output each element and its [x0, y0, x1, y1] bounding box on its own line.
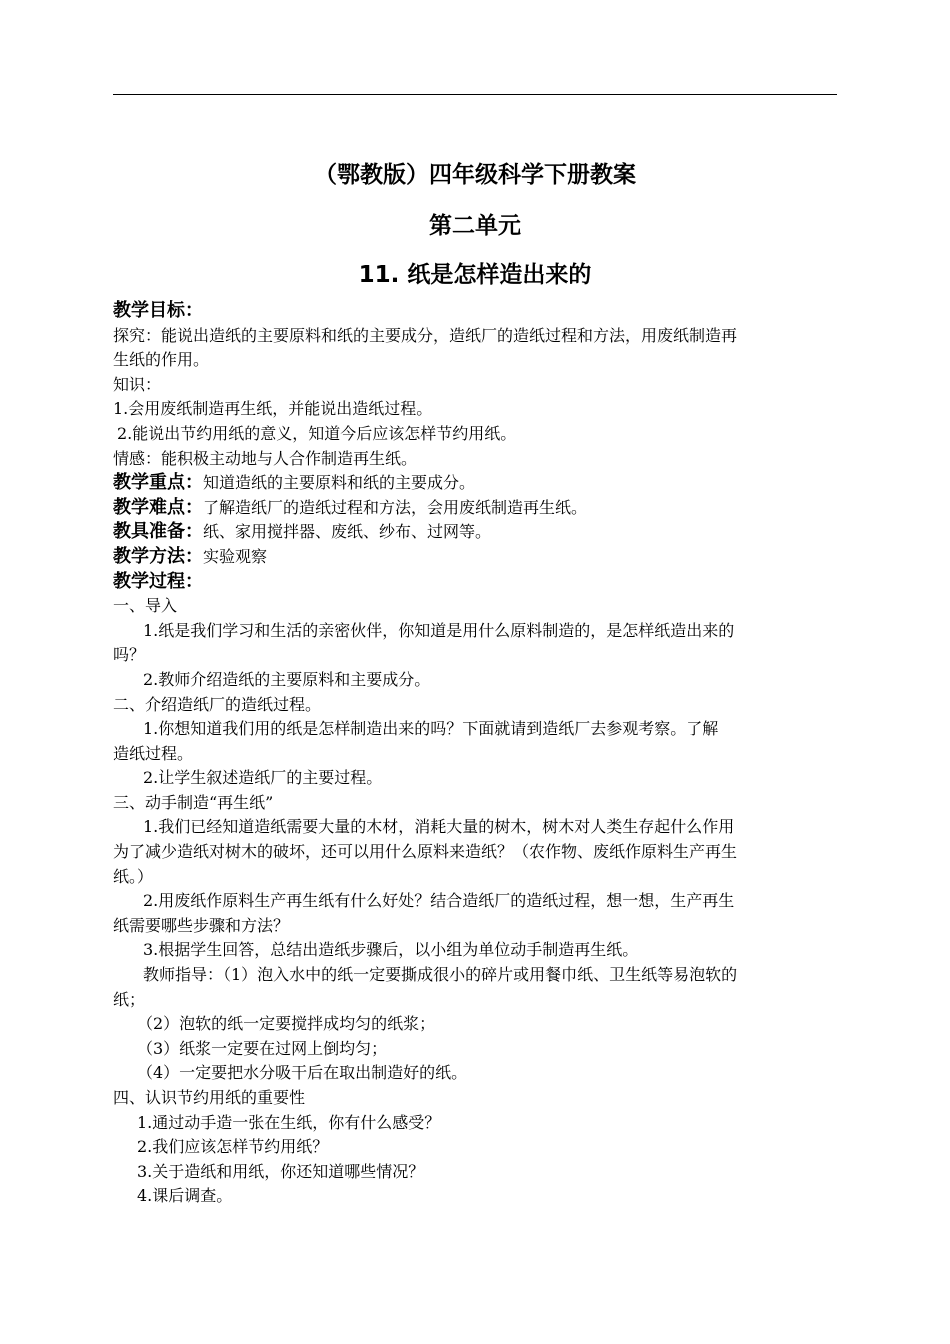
- unit-title: 第二单元: [429, 213, 521, 239]
- section-4-item-4: 4.课后调查。: [137, 1186, 233, 1206]
- section-1-item-1-cont: 吗？: [113, 645, 146, 665]
- materials-text: 纸、家用搅拌器、废纸、纱布、过网等。: [203, 522, 492, 542]
- section-4-item-3: 3.关于造纸和用纸，你还知道哪些情况？: [137, 1161, 425, 1181]
- section-3-item-2: 2.用废纸作原料生产再生纸有什么好处？结合造纸厂的造纸过程，想一想，生产再生: [143, 891, 735, 911]
- objective-emotion: 情感：能积极主动地与人合作制造再生纸。: [113, 448, 418, 468]
- teacher-guide-3: （3）纸浆一定要在过网上倒均匀；: [137, 1038, 388, 1058]
- objective-knowledge-label: 知识：: [113, 374, 162, 394]
- objective-explore-cont: 生纸的作用。: [113, 350, 210, 370]
- lesson-title: 11. 纸是怎样造出来的: [358, 262, 592, 288]
- section-1-item-1: 1.纸是我们学习和生活的亲密伙伴，你知道是用什么原料制造的，是怎样纸造出来的: [143, 620, 735, 640]
- method-text: 实验观察: [203, 546, 268, 566]
- teacher-guide: 教师指导：（1）泡入水中的纸一定要撕成很小的碎片或用餐巾纸、卫生纸等易泡软的: [143, 965, 738, 985]
- section-3-item-1-cont2: 纸。）: [113, 866, 154, 886]
- objectives-heading: 教学目标：: [113, 300, 203, 321]
- document-title: （鄂教版）四年级科学下册教案: [314, 162, 636, 188]
- section-2-item-1: 1.你想知道我们用的纸是怎样制造出来的吗？下面就请到造纸厂去参观考察。了解: [143, 719, 719, 739]
- key-points-label: 教学重点：: [113, 472, 203, 494]
- materials-label: 教具准备：: [113, 521, 203, 543]
- teacher-guide-2: （2）泡软的纸一定要搅拌成均匀的纸浆；: [137, 1014, 436, 1034]
- document-body: [113, 299, 837, 1209]
- section-2-item-1-cont: 造纸过程。: [113, 743, 194, 763]
- section-4-heading: 四、认识节约用纸的重要性: [113, 1088, 306, 1107]
- teacher-guide-cont: 纸；: [113, 989, 146, 1009]
- objective-knowledge-1: 1.会用废纸制造再生纸，并能说出造纸过程。: [113, 399, 433, 419]
- objective-knowledge-2: 2.能说出节约用纸的意义，知道今后应该怎样节约用纸。: [117, 423, 517, 443]
- section-1-heading: 一、导入: [113, 596, 178, 616]
- section-2-heading: 二、介绍造纸厂的造纸过程。: [113, 694, 322, 714]
- section-1-item-2: 2.教师介绍造纸的主要原料和主要成分。: [143, 669, 431, 689]
- method: [113, 545, 837, 570]
- section-4-item-2: 2.我们应该怎样节约用纸？: [137, 1137, 329, 1157]
- section-4-item-1: 1.通过动手造一张在生纸，你有什么感受？: [137, 1112, 441, 1132]
- section-3-item-3: 3.根据学生回答，总结出造纸步骤后，以小组为单位动手制造再生纸。: [143, 940, 639, 960]
- key-points: [113, 471, 837, 496]
- difficulty: [113, 496, 837, 521]
- section-3-heading: 三、动手制造“再生纸”: [113, 792, 274, 812]
- materials: [113, 520, 837, 545]
- process-heading: 教学过程：: [113, 570, 203, 592]
- header-rule: [113, 94, 837, 95]
- objective-explore: 探究：能说出造纸的主要原料和纸的主要成分，造纸厂的造纸过程和方法，用废纸制造再: [113, 325, 738, 345]
- method-label: 教学方法：: [113, 545, 203, 567]
- section-2-item-2: 2.让学生叙述造纸厂的主要过程。: [143, 768, 383, 788]
- difficulty-text: 了解造纸厂的造纸过程和方法，会用废纸制造再生纸。: [203, 497, 588, 517]
- difficulty-label: 教学难点：: [113, 496, 203, 518]
- section-3-item-1: 1.我们已经知道造纸需要大量的木材，消耗大量的树木，树木对人类生存起什么作用: [143, 817, 735, 837]
- teacher-guide-4: （4）一定要把水分吸干后在取出制造好的纸。: [137, 1063, 468, 1083]
- section-3-item-1-cont: 为了减少造纸对树木的破坏，还可以用什么原料来造纸？（农作物、废纸作原料生产再生: [113, 842, 738, 862]
- section-3-item-2-cont: 纸需要哪些步骤和方法？: [113, 915, 290, 935]
- key-points-text: 知道造纸的主要原料和纸的主要成分。: [203, 473, 476, 493]
